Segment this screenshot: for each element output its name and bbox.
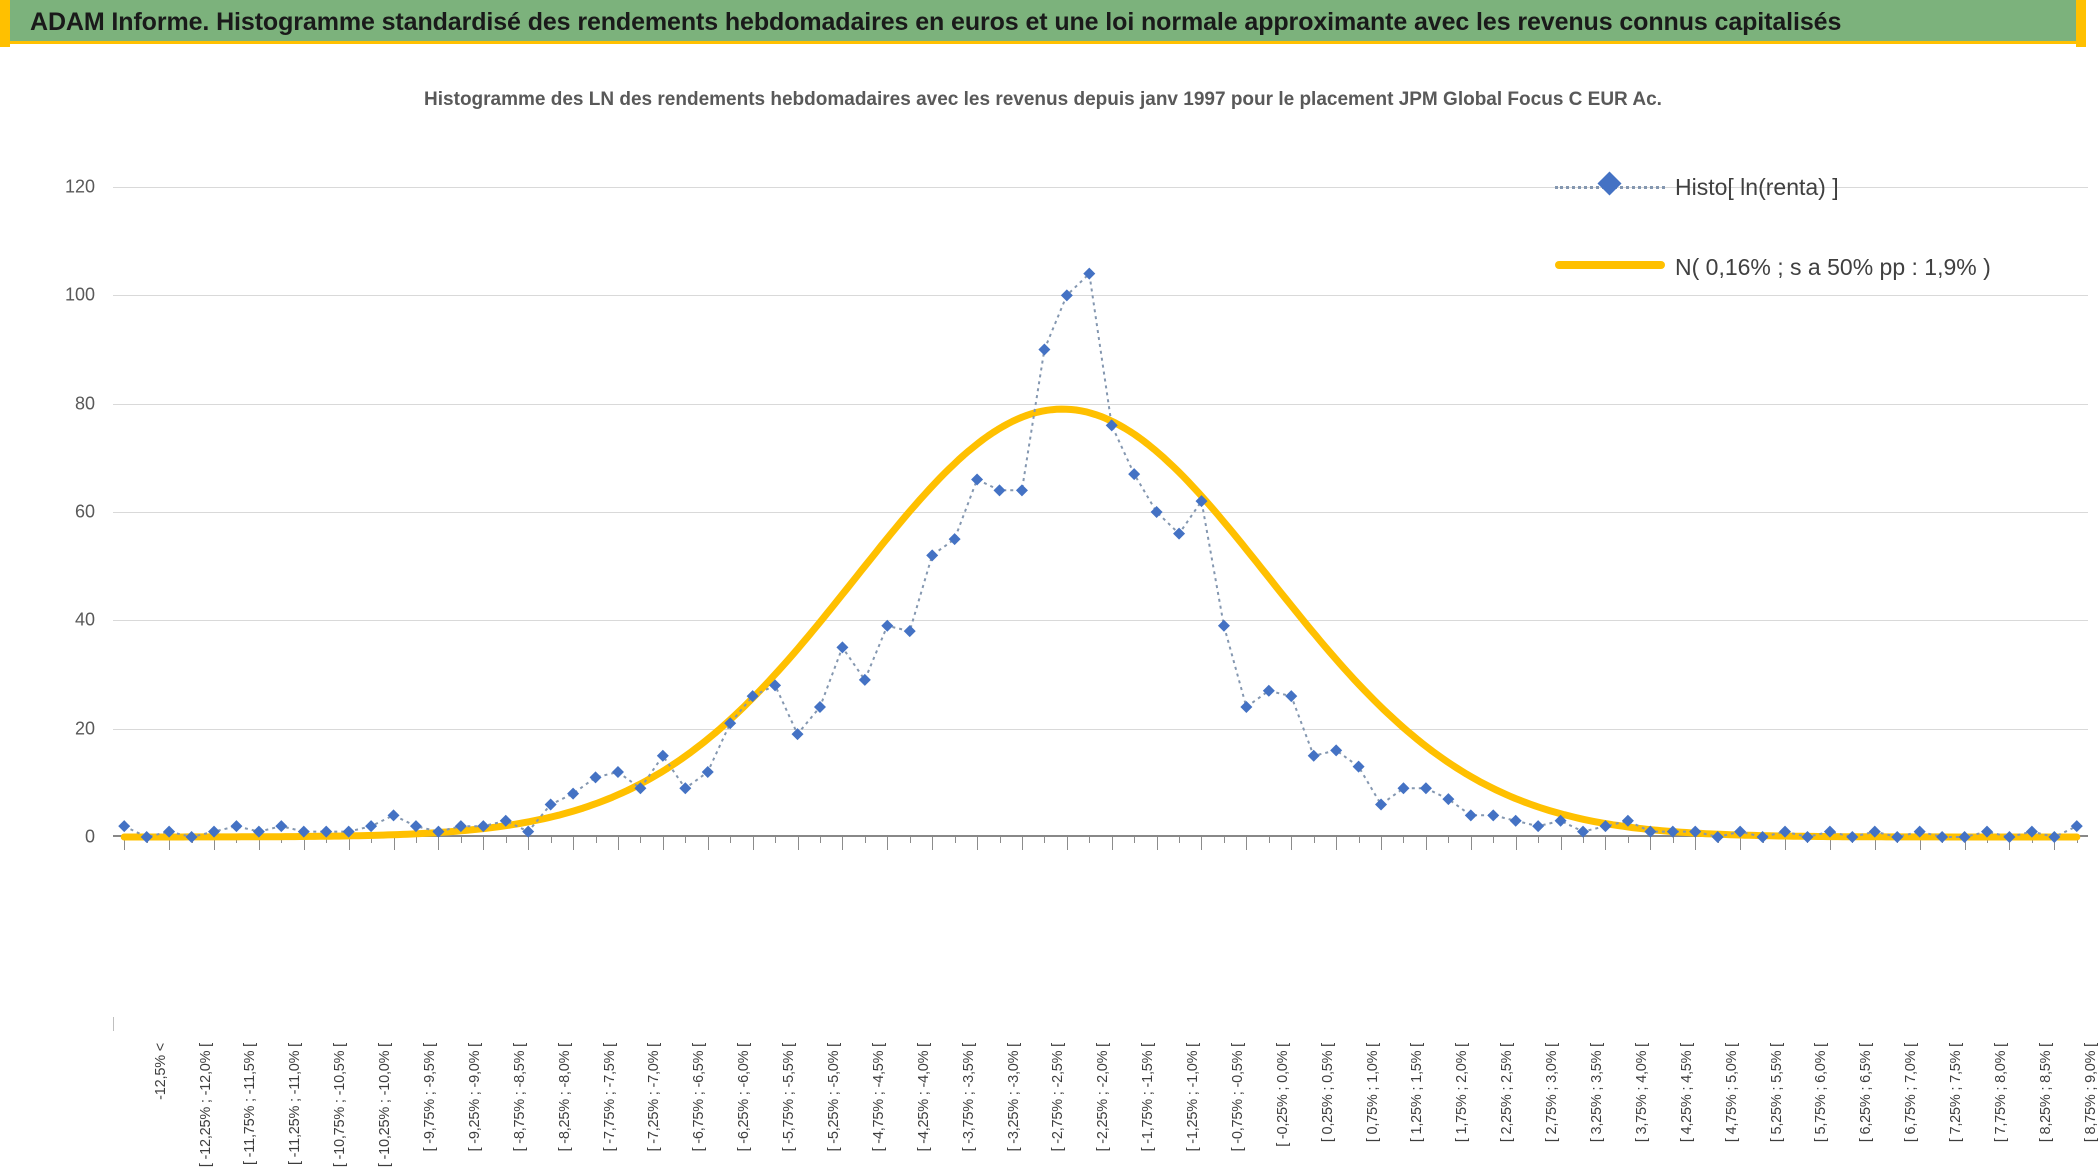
chart-panel xyxy=(0,47,2099,1167)
x-axis-tick-label: [ 5,75% ; 6,0% [ xyxy=(1813,1043,1830,1143)
x-axis-tick-label: [ -9,75% ; -9,5% [ xyxy=(421,1043,438,1152)
y-axis-tick-label: 20 xyxy=(74,718,95,739)
x-axis-tick-label: [ 4,75% ; 5,0% [ xyxy=(1723,1043,1740,1143)
x-axis-tick xyxy=(1269,837,1270,843)
x-axis-tick-label: [ -8,25% ; -8,0% [ xyxy=(556,1043,573,1152)
x-axis-tick xyxy=(1718,837,1719,843)
x-axis-tick xyxy=(1067,837,1068,850)
x-axis-tick-label: [ 5,25% ; 5,5% [ xyxy=(1768,1043,1785,1143)
banner-accent-left xyxy=(0,0,10,47)
x-axis-tick xyxy=(730,837,731,843)
legend-diamond-marker-icon xyxy=(1597,171,1621,195)
x-axis-tick xyxy=(1875,837,1876,850)
y-axis-tick-label: 60 xyxy=(74,501,95,522)
x-axis-tick xyxy=(236,837,237,843)
x-axis-tick-label: [ 6,75% ; 7,0% [ xyxy=(1903,1043,1920,1143)
x-axis-tick xyxy=(1807,837,1808,843)
x-axis-tick xyxy=(259,837,260,850)
x-axis-tick xyxy=(663,837,664,850)
x-axis-tick-label: [ -5,25% ; -5,0% [ xyxy=(825,1043,842,1152)
x-axis-tick xyxy=(506,837,507,843)
x-axis-tick-label: [ 7,25% ; 7,5% [ xyxy=(1948,1043,1965,1143)
x-axis-tick xyxy=(1112,837,1113,850)
x-axis-tick xyxy=(1089,837,1090,843)
plot-bottom-edge-tick xyxy=(113,1017,114,1031)
x-axis-tick-label: [ -11,25% ; -11,0% [ xyxy=(287,1043,304,1165)
x-axis-tick xyxy=(573,837,574,850)
x-axis-tick-label: [ 6,25% ; 6,5% [ xyxy=(1858,1043,1875,1143)
x-axis-tick-label: [ -12,25% ; -12,0% [ xyxy=(197,1043,214,1167)
banner-accent-right xyxy=(2076,0,2086,47)
x-axis-tick-label: [ -7,75% ; -7,5% [ xyxy=(601,1043,618,1152)
x-axis-tick xyxy=(1336,837,1337,850)
x-axis-tick xyxy=(1605,837,1606,850)
x-axis-line xyxy=(113,835,2088,837)
x-axis-tick xyxy=(1224,837,1225,843)
x-axis-tick-label: [ -0,25% ; 0,0% [ xyxy=(1274,1043,1291,1147)
x-axis-tick xyxy=(2054,837,2055,850)
x-axis-tick xyxy=(2009,837,2010,850)
y-axis-tick-label: 80 xyxy=(74,393,95,414)
x-axis-tick xyxy=(640,837,641,843)
x-axis-tick xyxy=(2032,837,2033,843)
x-axis-tick xyxy=(685,837,686,843)
x-axis-tick xyxy=(1516,837,1517,850)
x-axis-tick xyxy=(955,837,956,843)
x-axis-tick xyxy=(124,837,125,850)
x-axis-tick xyxy=(1695,837,1696,850)
legend-label-histogram: Histo[ ln(renta) ] xyxy=(1675,174,1839,200)
x-axis-tick xyxy=(394,837,395,850)
x-axis-tick xyxy=(1965,837,1966,850)
x-axis-tick-label: [ 8,75% ; 9,0% [ xyxy=(2082,1043,2099,1143)
x-axis-tick-label: [ -2,75% ; -2,5% [ xyxy=(1050,1043,1067,1152)
x-axis-tick xyxy=(1493,837,1494,843)
x-axis-tick xyxy=(1897,837,1898,843)
chart-title: Histogramme des LN des rendements hebdomadaires avec les revenus depuis janv 1997 pour le placement JPM Global Focus C EUR Ac. xyxy=(424,89,1662,110)
x-axis-tick xyxy=(1920,837,1921,850)
x-axis-tick-label: [ -3,75% ; -3,5% [ xyxy=(960,1043,977,1152)
x-axis-tick-label: [ -10,75% ; -10,5% [ xyxy=(332,1043,349,1167)
x-axis-tick xyxy=(438,837,439,850)
x-axis-tick xyxy=(1561,837,1562,850)
x-axis-tick xyxy=(304,837,305,850)
x-axis-tick xyxy=(618,837,619,850)
y-axis-tick-label: 0 xyxy=(84,826,95,847)
x-axis-tick xyxy=(1000,837,1001,843)
x-axis-tick xyxy=(371,837,372,843)
x-axis-tick xyxy=(1157,837,1158,850)
x-axis-tick xyxy=(1785,837,1786,850)
x-axis-tick xyxy=(1426,837,1427,850)
x-axis-tick xyxy=(169,837,170,850)
x-axis-tick-label: [ -9,25% ; -9,0% [ xyxy=(466,1043,483,1152)
x-axis-tick xyxy=(1852,837,1853,843)
gridline xyxy=(113,620,2088,621)
legend-thick-line-icon xyxy=(1555,261,1665,269)
x-axis-tick xyxy=(1314,837,1315,843)
y-axis-tick-label: 120 xyxy=(64,176,95,197)
x-axis-tick-label: [ -0,75% ; -0,5% [ xyxy=(1229,1043,1246,1152)
x-axis-tick-label: [ 0,25% ; 0,5% [ xyxy=(1319,1043,1336,1143)
x-axis-tick xyxy=(596,837,597,843)
x-axis-tick xyxy=(775,837,776,843)
x-axis-tick xyxy=(1246,837,1247,850)
x-axis-tick xyxy=(798,837,799,850)
x-axis-tick xyxy=(1179,837,1180,843)
gridline xyxy=(113,729,2088,730)
x-axis-tick-label: [ 3,75% ; 4,0% [ xyxy=(1633,1043,1650,1143)
x-axis-tick xyxy=(1471,837,1472,850)
x-axis-tick xyxy=(1291,837,1292,850)
x-axis-tick xyxy=(1583,837,1584,843)
x-axis-tick-label: [ 3,25% ; 3,5% [ xyxy=(1589,1043,1606,1143)
x-axis-tick xyxy=(528,837,529,850)
x-axis-tick-label: [ -7,25% ; -7,0% [ xyxy=(646,1043,663,1152)
x-axis-tick xyxy=(1403,837,1404,843)
x-axis-tick-label: [ -4,75% ; -4,5% [ xyxy=(870,1043,887,1152)
x-axis-tick-label: [ 4,25% ; 4,5% [ xyxy=(1678,1043,1695,1143)
x-axis-tick xyxy=(887,837,888,850)
x-axis-tick-label: [ 0,75% ; 1,0% [ xyxy=(1364,1043,1381,1143)
x-axis-tick xyxy=(1830,837,1831,850)
chart-legend xyxy=(1545,167,2015,347)
x-axis-tick-label: [ -11,75% ; -11,5% [ xyxy=(242,1043,259,1165)
x-axis-tick xyxy=(483,837,484,850)
x-axis-tick xyxy=(349,837,350,850)
x-axis-tick xyxy=(1628,837,1629,843)
x-axis-tick-label: [ -8,75% ; -8,5% [ xyxy=(511,1043,528,1152)
gridline xyxy=(113,404,2088,405)
x-axis-tick xyxy=(147,837,148,843)
x-axis-tick xyxy=(1044,837,1045,843)
x-axis-tick xyxy=(932,837,933,850)
x-axis-tick-label: -12,5% < xyxy=(152,1043,169,1100)
x-axis-tick xyxy=(1673,837,1674,843)
x-axis-tick xyxy=(865,837,866,843)
x-axis-tick xyxy=(1538,837,1539,843)
x-axis-tick-label: [ 1,75% ; 2,0% [ xyxy=(1454,1043,1471,1143)
x-axis-tick xyxy=(708,837,709,850)
x-axis-tick xyxy=(753,837,754,850)
x-axis-tick xyxy=(910,837,911,843)
x-axis-tick xyxy=(1987,837,1988,843)
x-axis-tick xyxy=(551,837,552,843)
banner-title: ADAM Informe. Histogramme standardisé des rendements hebdomadaires en euros et une loi normale approximante avec les revenus connus capitalisés xyxy=(30,8,1842,36)
x-axis-tick xyxy=(1022,837,1023,850)
x-axis-tick xyxy=(326,837,327,843)
x-axis-tick xyxy=(1763,837,1764,843)
x-axis-tick-label: [ -1,75% ; -1,5% [ xyxy=(1140,1043,1157,1152)
x-axis-tick-label: [ -6,75% ; -6,5% [ xyxy=(691,1043,708,1152)
x-axis-tick xyxy=(461,837,462,843)
x-axis-tick xyxy=(192,837,193,843)
x-axis-tick-label: [ -1,25% ; -1,0% [ xyxy=(1185,1043,1202,1152)
header-banner xyxy=(0,0,2086,44)
x-axis-tick-label: [ -4,25% ; -4,0% [ xyxy=(915,1043,932,1152)
x-axis-tick xyxy=(1134,837,1135,843)
x-axis-tick-label: [ 2,25% ; 2,5% [ xyxy=(1499,1043,1516,1143)
x-axis-tick-label: [ -5,75% ; -5,5% [ xyxy=(781,1043,798,1152)
x-axis-tick-label: [ 8,25% ; 8,5% [ xyxy=(2037,1043,2054,1143)
x-axis-tick-label: [ 7,75% ; 8,0% [ xyxy=(1993,1043,2009,1143)
gridline xyxy=(113,512,2088,513)
x-axis-tick xyxy=(1359,837,1360,843)
x-axis-tick xyxy=(1740,837,1741,850)
x-axis-tick xyxy=(820,837,821,843)
x-axis-tick xyxy=(1448,837,1449,843)
x-axis-tick-label: [ 1,25% ; 1,5% [ xyxy=(1409,1043,1426,1143)
x-axis-tick-label: [ -10,25% ; -10,0% [ xyxy=(377,1043,394,1167)
x-axis-tick xyxy=(977,837,978,850)
x-axis-tick xyxy=(416,837,417,843)
x-axis-tick-label: [ -6,25% ; -6,0% [ xyxy=(736,1043,753,1152)
x-axis-tick-label: [ -3,25% ; -3,0% [ xyxy=(1005,1043,1022,1152)
x-axis-tick-label: [ 2,75% ; 3,0% [ xyxy=(1544,1043,1561,1143)
x-axis-tick-labels xyxy=(0,853,2099,1167)
y-axis-tick-label: 40 xyxy=(74,609,95,630)
x-axis-tick xyxy=(842,837,843,850)
x-axis-tick xyxy=(2077,837,2078,843)
x-axis-tick xyxy=(1381,837,1382,850)
x-axis-tick xyxy=(214,837,215,850)
y-axis-tick-label: 100 xyxy=(64,284,95,305)
legend-label-normal: N( 0,16% ; s a 50% pp : 1,9% ) xyxy=(1675,254,1991,280)
x-axis-tick xyxy=(1201,837,1202,850)
x-axis-tick xyxy=(1942,837,1943,843)
x-axis-tick xyxy=(1650,837,1651,850)
x-axis-tick-label: [ -2,25% ; -2,0% [ xyxy=(1095,1043,1112,1152)
x-axis-tick xyxy=(281,837,282,843)
